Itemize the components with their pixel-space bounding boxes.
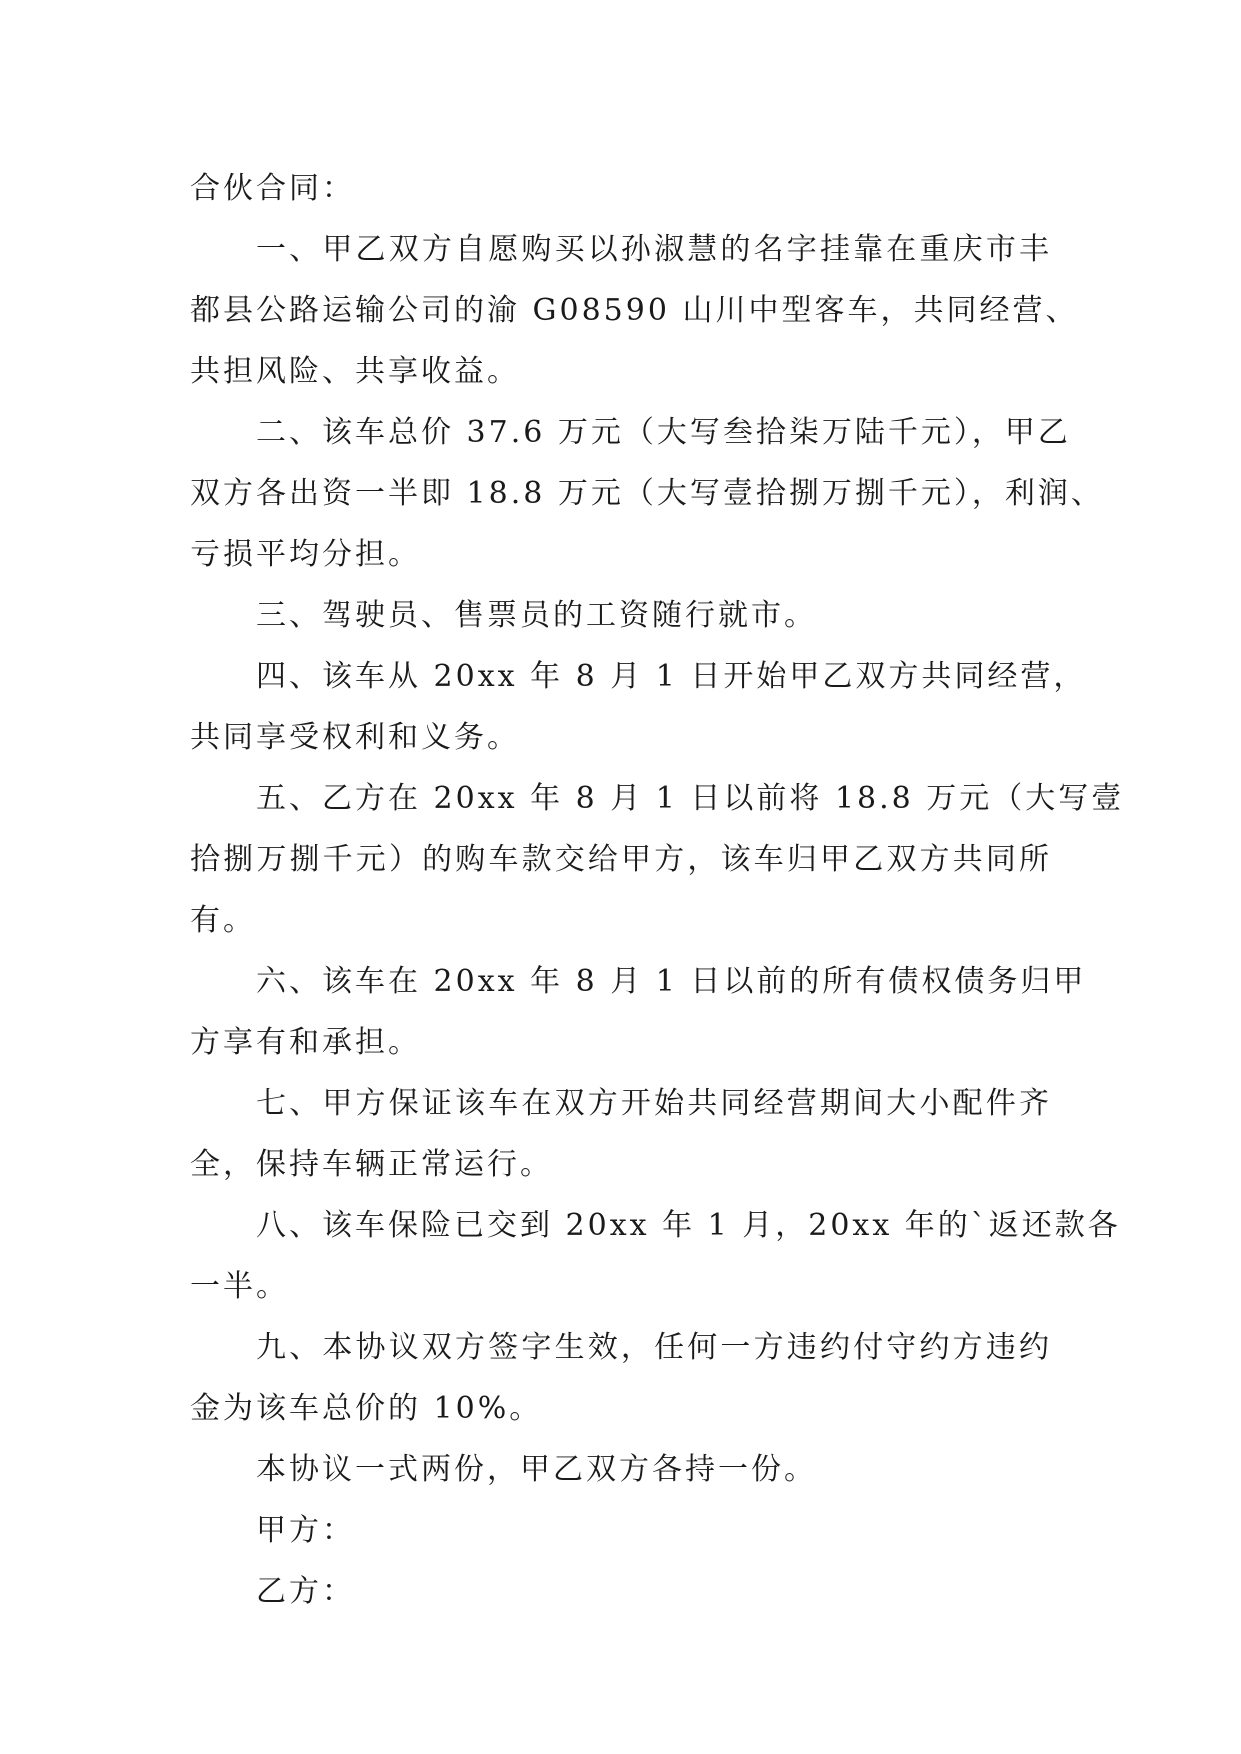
clause-5-line-3: 有。 [190, 903, 256, 938]
clause-9-line-2: 金为该车总价的 10%。 [190, 1391, 543, 1426]
clause-8-line-1: 八、该车保险已交到 20xx 年 1 月，20xx 年的`返还款各 [256, 1208, 1121, 1243]
clause-4-line-2: 共同享受权利和义务。 [190, 720, 520, 755]
clause-1-line-2: 都县公路运输公司的渝 G08590 山川中型客车，共同经营、 [190, 293, 1079, 328]
clause-1-line-1: 一、甲乙双方自愿购买以孙淑慧的名字挂靠在重庆市丰 [256, 232, 1052, 267]
clause-2-line-2: 双方各出资一半即 18.8 万元（大写壹拾捌万捌千元），利润、 [190, 476, 1104, 511]
copies-statement: 本协议一式两份，甲乙双方各持一份。 [256, 1452, 817, 1487]
clause-1-line-3: 共担风险、共享收益。 [190, 354, 520, 389]
clause-3-line-1: 三、驾驶员、售票员的工资随行就市。 [256, 598, 817, 633]
clause-2-line-3: 亏损平均分担。 [190, 537, 421, 572]
clause-6-line-2: 方享有和承担。 [190, 1025, 421, 1060]
clause-5-line-2: 拾捌万捌千元）的购车款交给甲方，该车归甲乙双方共同所 [190, 842, 1052, 877]
clause-8-line-2: 一半。 [190, 1269, 289, 1304]
clause-7-line-1: 七、甲方保证该车在双方开始共同经营期间大小配件齐 [256, 1086, 1052, 1121]
party-a-signature: 甲方： [256, 1513, 355, 1548]
clause-7-line-2: 全，保持车辆正常运行。 [190, 1147, 553, 1182]
contract-body [190, 158, 1125, 1622]
clause-2-line-1: 二、该车总价 37.6 万元（大写叁拾柒万陆千元），甲乙 [256, 415, 1071, 450]
clause-9-line-1: 九、本协议双方签字生效，任何一方违约付守约方违约 [256, 1330, 1052, 1365]
party-b-signature: 乙方： [256, 1574, 355, 1609]
clause-4-line-1: 四、该车从 20xx 年 8 月 1 日开始甲乙双方共同经营， [256, 659, 1087, 694]
document-title: 合伙合同： [190, 171, 355, 206]
clause-5-line-1: 五、乙方在 20xx 年 8 月 1 日以前将 18.8 万元（大写壹 [256, 781, 1125, 816]
clause-6-line-1: 六、该车在 20xx 年 8 月 1 日以前的所有债权债务归甲 [256, 964, 1087, 999]
